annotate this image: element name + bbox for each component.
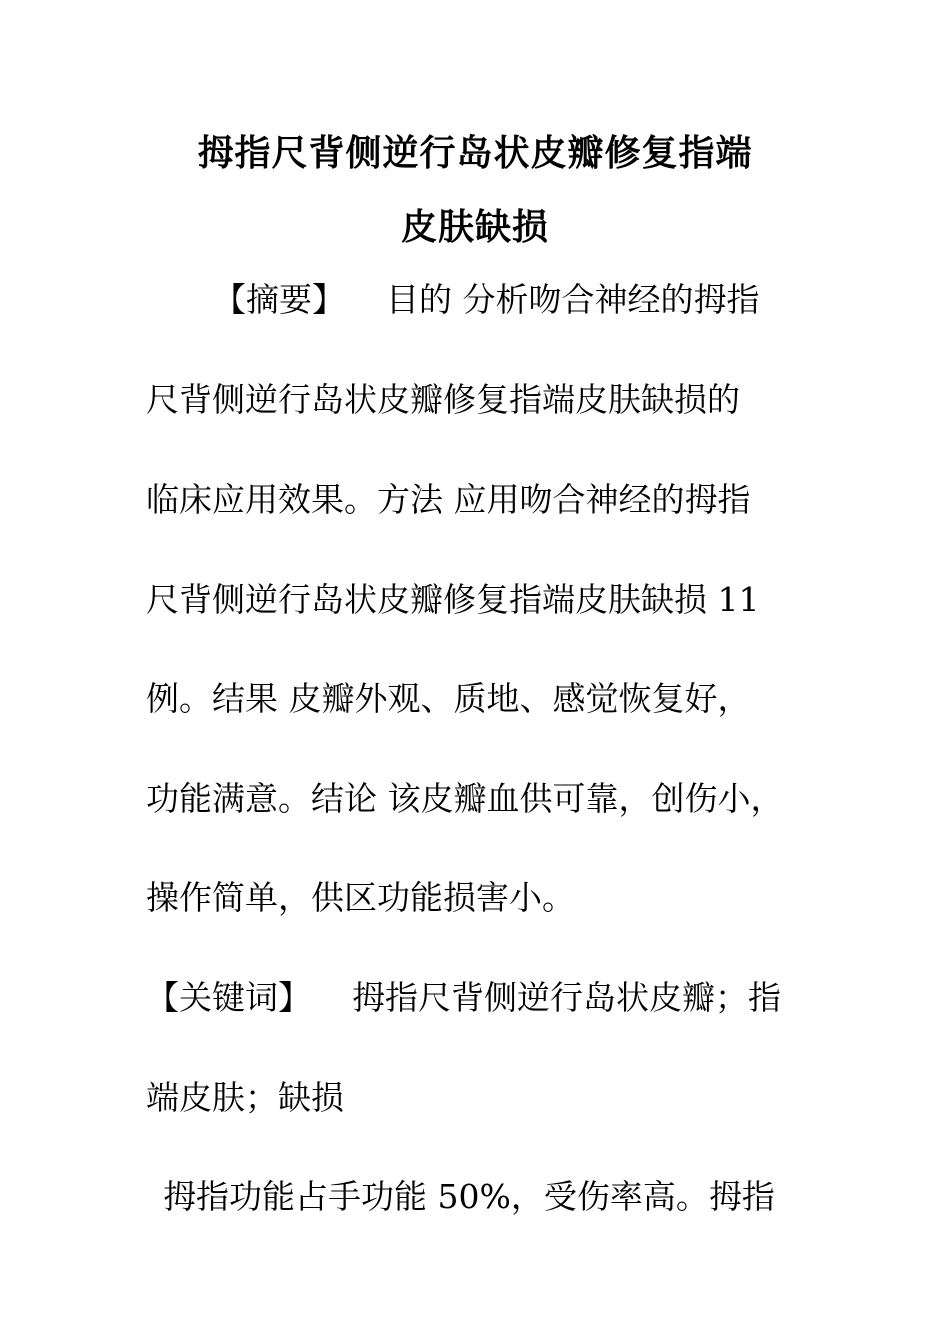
abstract-line-5: 例。结果 皮瓣外观、质地、感觉恢复好，	[146, 679, 751, 718]
abstract-line-1	[213, 278, 760, 322]
document-title-line-1: 拇指尺背侧逆行岛状皮瓣修复指端	[197, 133, 753, 174]
abstract-line-6: 功能满意。结论 该皮瓣血供可靠，创伤小，	[146, 779, 784, 818]
keywords-label: 【关键词】	[146, 978, 311, 1017]
document-title-line-2: 皮肤缺损	[400, 207, 549, 248]
keywords-line-2: 端皮肤；缺损	[146, 1078, 344, 1117]
body-paragraph-line-1: 拇指功能占手功能 50%，受伤率高。拇指	[163, 1177, 775, 1216]
abstract-line-7: 操作简单，供区功能损害小。	[146, 878, 575, 917]
abstract-line-2: 尺背侧逆行岛状皮瓣修复指端皮肤缺损的	[146, 380, 740, 419]
abstract-line-1-text: 目的 分析吻合神经的拇指	[386, 280, 760, 319]
keywords-line-1-text: 拇指尺背侧逆行岛状皮瓣；指	[352, 978, 781, 1017]
keywords-line-1	[146, 976, 781, 1020]
abstract-line-3: 临床应用效果。方法 应用吻合神经的拇指	[146, 480, 751, 519]
abstract-label: 【摘要】	[213, 280, 345, 319]
abstract-line-4: 尺背侧逆行岛状皮瓣修复指端皮肤缺损 11	[146, 580, 760, 619]
